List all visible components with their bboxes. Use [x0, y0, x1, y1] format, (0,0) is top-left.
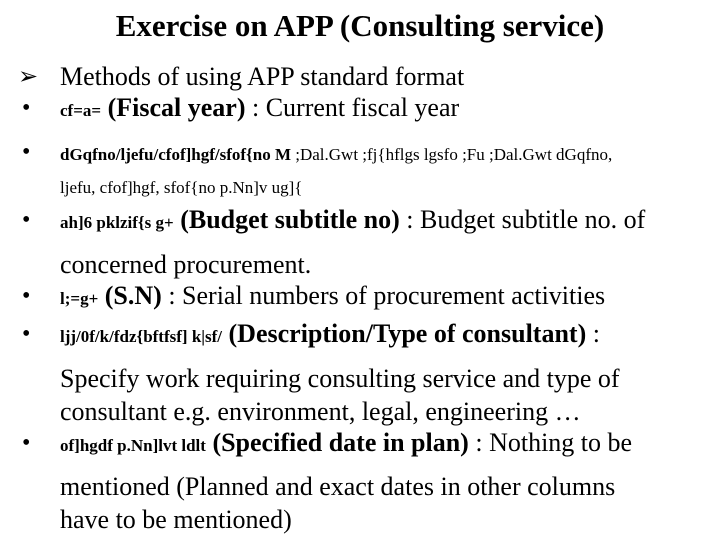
bullet-icon: •: [22, 321, 31, 347]
nepali-label: ah]6 pklzif{s g+: [60, 213, 174, 232]
list-item-ministry: [60, 137, 612, 170]
nepali-label: of]hgdf p.Nn]lvt ldlt: [60, 436, 206, 455]
item-description-line2: Specify work requiring consulting service and type of: [60, 364, 620, 393]
item-description-line2: concerned procurement.: [60, 250, 312, 279]
list-item-ministry-line2: [60, 170, 302, 203]
english-label: (Budget subtitle no): [180, 205, 400, 234]
nepali-label: ljj/0f/k/fdz{bftfsf] k|sf/: [60, 327, 223, 346]
item-description: : Current fiscal year: [245, 93, 460, 122]
item-description: : Nothing to be: [468, 428, 633, 457]
nepali-label: dGqfno/ljefu/cfof]hgf/sfof{no M: [60, 145, 291, 164]
nepali-description-line2: ljefu, cfof]hgf, sfof{no p.Nn]v ug]{: [60, 178, 303, 197]
nepali-label: l;=g+: [60, 289, 99, 308]
item-description-line3: have to be mentioned): [60, 505, 292, 534]
slide-title: Exercise on APP (Consulting service): [115, 8, 605, 43]
english-label: (S.N): [104, 281, 162, 310]
list-item-serial-number: [60, 281, 605, 314]
bullet-icon: •: [22, 139, 31, 165]
list-item-specified-date: [60, 428, 632, 461]
bullet-icon: •: [22, 283, 31, 309]
english-label: (Description/Type of consultant): [228, 319, 587, 348]
item-description: : Budget subtitle no. of: [399, 205, 646, 234]
item-description: : Serial numbers of procurement activities: [161, 281, 606, 310]
item-description: :: [586, 319, 600, 348]
item-description-line2: mentioned (Planned and exact dates in other columns: [60, 472, 616, 501]
list-item-budget-subtitle: [60, 205, 645, 238]
nepali-label: cf=a=: [60, 101, 102, 120]
nepali-description: ;Dal.Gwt ;fj{hflgs lgsfo ;Fu ;Dal.Gwt dGqfno,: [291, 145, 613, 164]
arrow-item-text: Methods of using APP standard format: [60, 62, 465, 91]
bullet-icon: •: [22, 430, 31, 456]
arrow-bullet-icon: ➢: [18, 64, 39, 90]
english-label: (Fiscal year): [107, 93, 246, 122]
item-description-line3: consultant e.g. environment, legal, engineering …: [60, 397, 581, 426]
english-label: (Specified date in plan): [212, 428, 469, 457]
list-item-fiscal-year: [60, 93, 459, 126]
bullet-icon: •: [22, 95, 31, 121]
bullet-icon: •: [22, 207, 31, 233]
list-item-description-type: [60, 319, 600, 352]
